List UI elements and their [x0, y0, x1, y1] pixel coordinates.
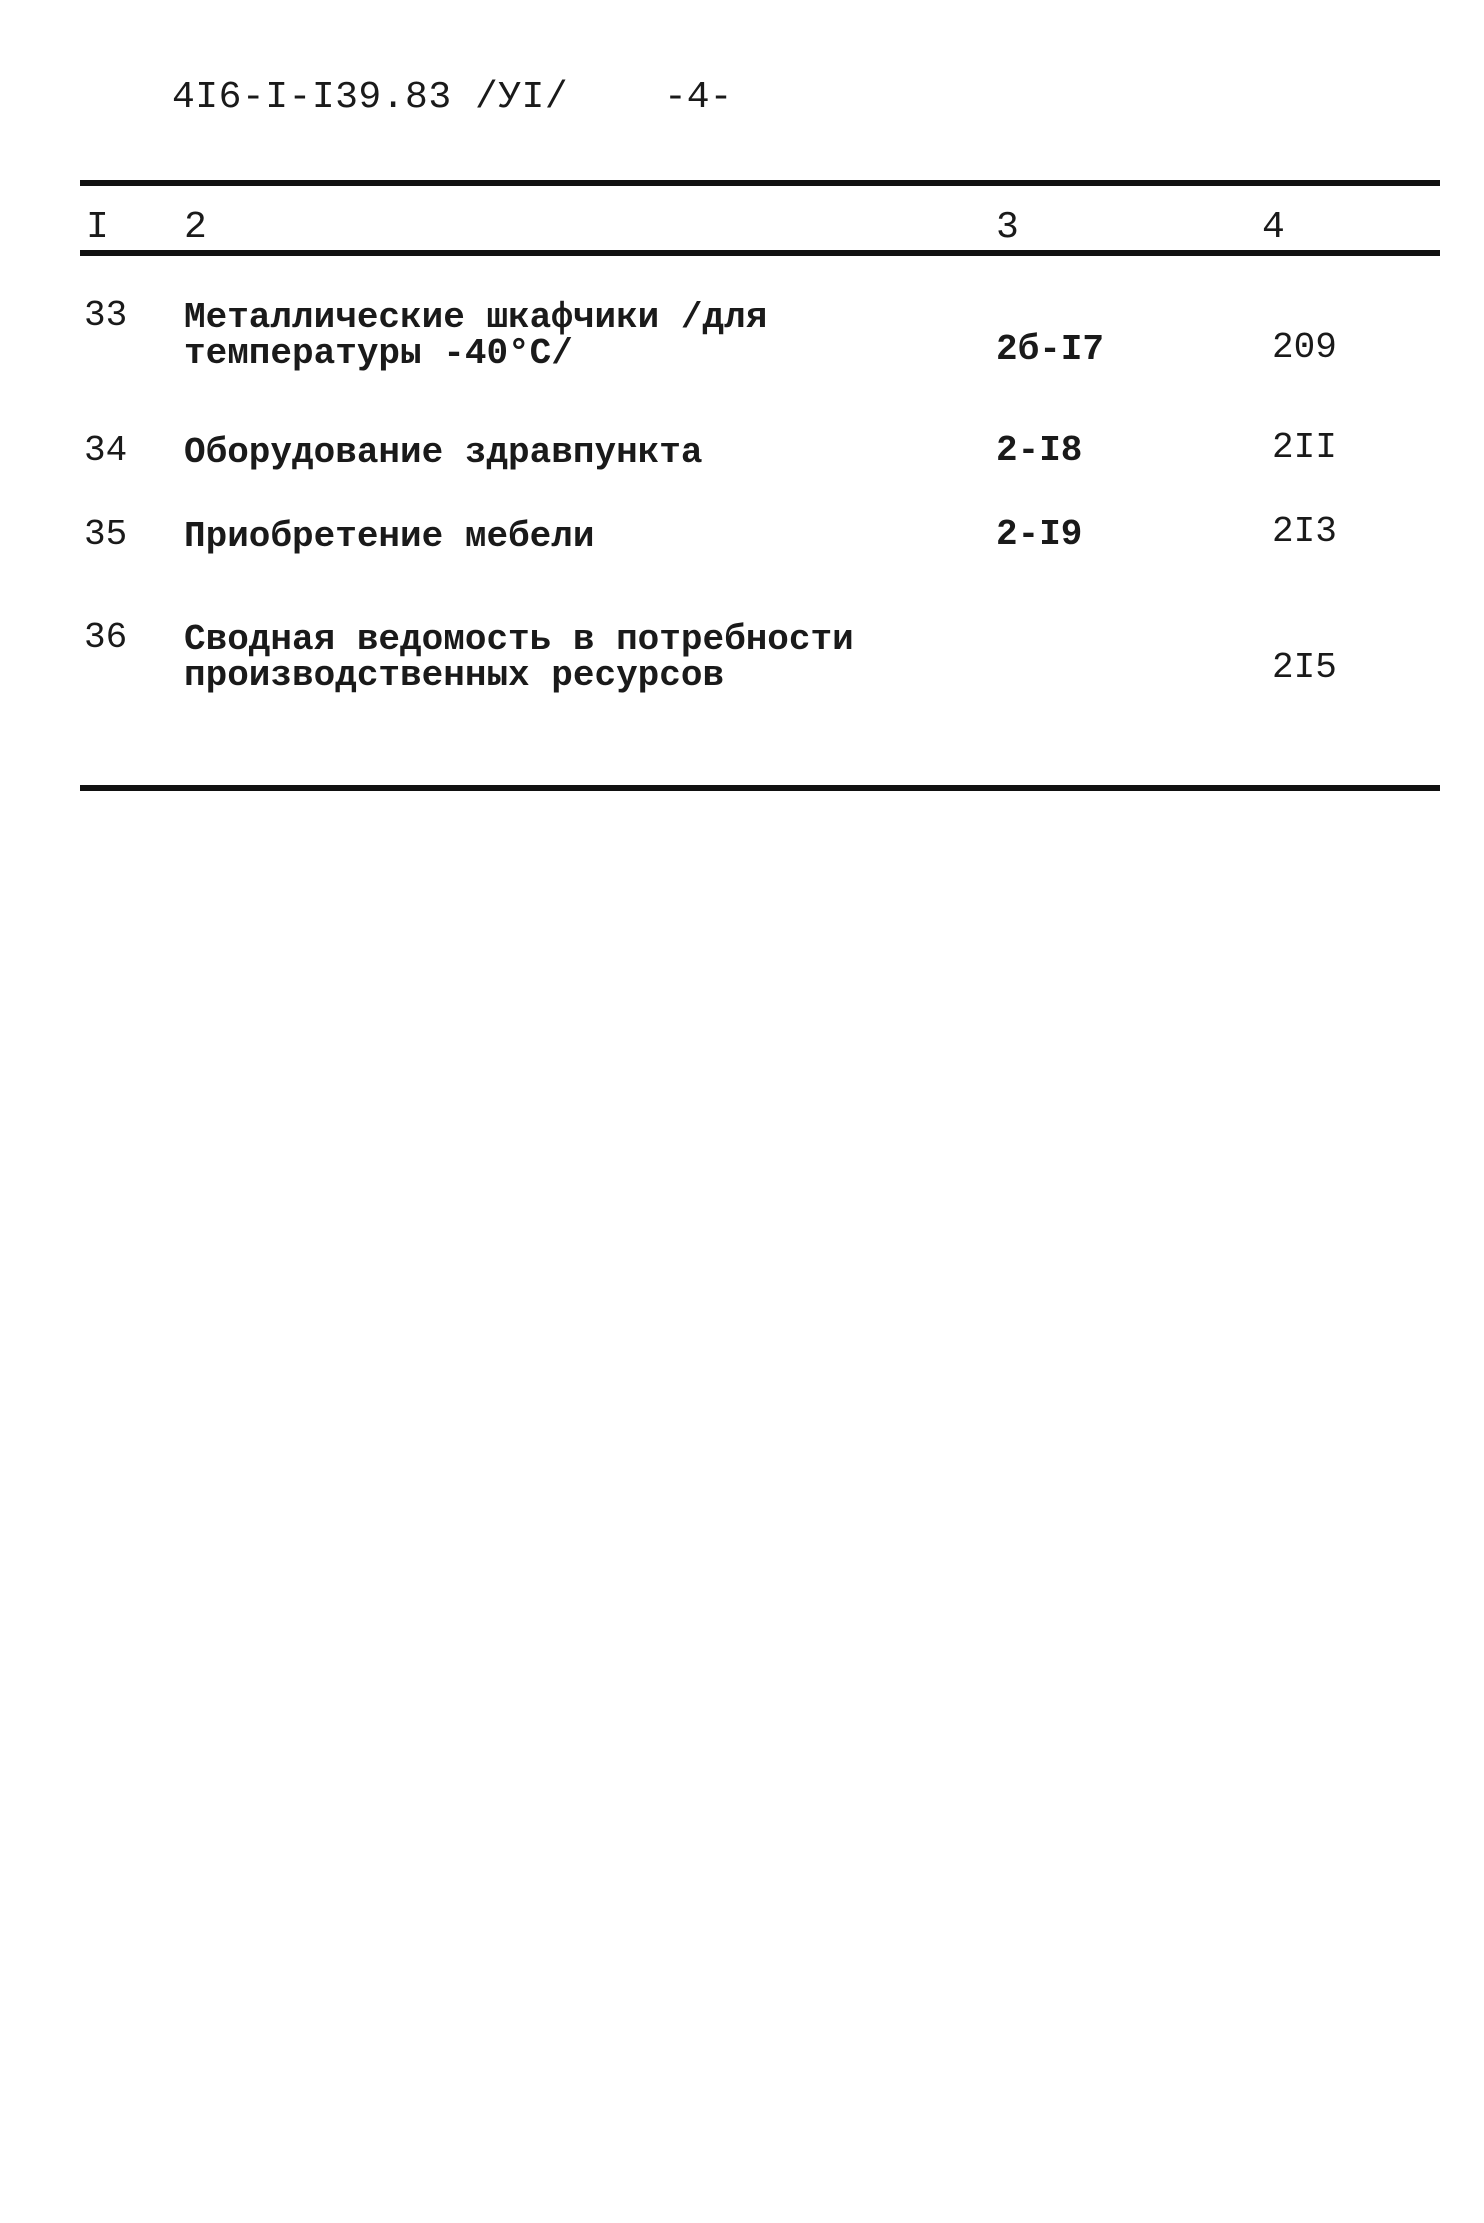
column-header-4: 4 [1262, 206, 1285, 249]
column-header-2: 2 [184, 206, 207, 249]
table-bottom-rule [80, 785, 1440, 791]
row-reference: 2б-I7 [996, 329, 1105, 370]
row-page: 2I5 [1272, 647, 1337, 688]
table-header-rule [80, 250, 1440, 256]
row-number: 33 [84, 295, 128, 336]
row-description: Металлические шкафчики /для температуры -40°С/ [184, 297, 768, 374]
row-number: 34 [84, 430, 128, 471]
table-top-rule [80, 180, 1440, 186]
column-header-3: 3 [996, 206, 1019, 249]
row-description: Оборудование здравпункта [184, 432, 703, 473]
row-number: 35 [84, 514, 128, 555]
row-description: Приобретение мебели [184, 516, 595, 557]
row-description: Сводная ведомость в потребности производственных ресурсов [184, 619, 854, 696]
document-code: 4I6-I-I39.83 /УI/ [172, 76, 569, 119]
row-number: 36 [84, 617, 128, 658]
row-page: 2I3 [1272, 511, 1337, 552]
row-reference: 2-I9 [996, 514, 1083, 555]
column-header-1: I [86, 206, 109, 249]
row-page: 209 [1272, 327, 1337, 368]
row-page: 2II [1272, 427, 1337, 468]
page-number: -4- [664, 76, 733, 119]
row-reference: 2-I8 [996, 430, 1083, 471]
